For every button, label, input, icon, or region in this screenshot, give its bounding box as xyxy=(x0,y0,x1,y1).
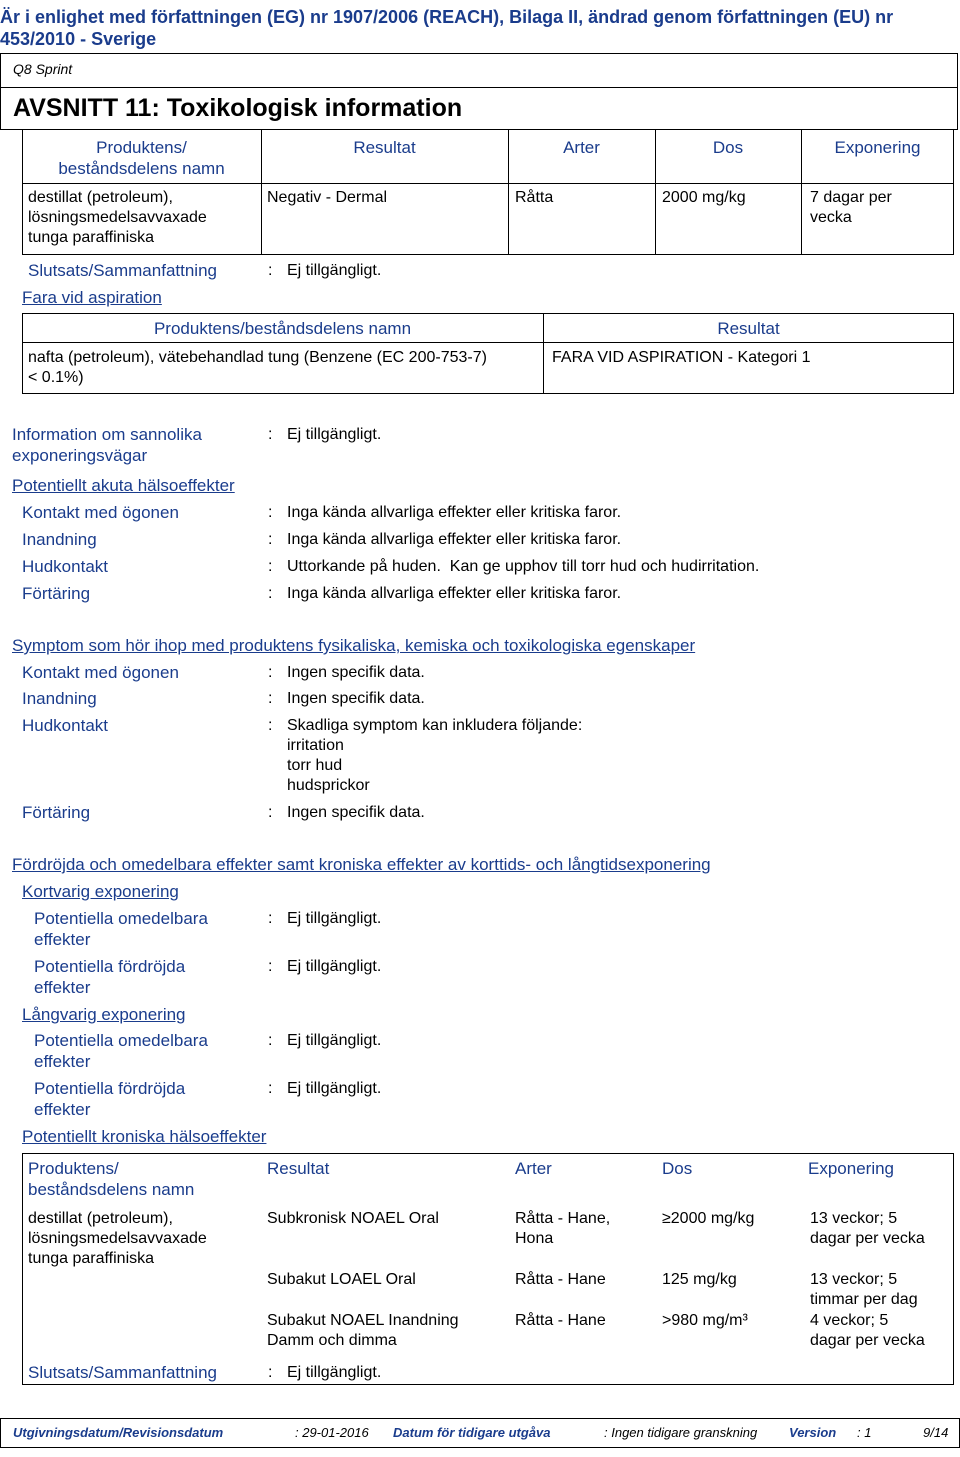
t1-header-exposure: Exponering xyxy=(834,138,921,157)
t2-cell-name: nafta (petroleum), vätebehandlad tung (Benzene (EC 200-753-7) < 0.1%) xyxy=(28,349,487,386)
footer-version-value: : 1 xyxy=(857,1425,872,1440)
product-box xyxy=(0,53,958,88)
t3-row1-result: Subkronisk NOAEL Oral xyxy=(267,1210,439,1227)
colon: : xyxy=(268,910,273,927)
acute-label-inhalation: Inandning xyxy=(22,530,97,549)
footer xyxy=(0,1418,960,1448)
colon: : xyxy=(268,1364,273,1381)
footer-prev-label: Datum för tidigare utgåva xyxy=(393,1425,551,1440)
symptoms-value-inhalation: Ingen specifik data. xyxy=(287,690,425,707)
colon: : xyxy=(268,958,273,975)
long-exposure-title: Långvarig exponering xyxy=(22,1005,186,1024)
colon: : xyxy=(268,426,273,443)
footer-version-label: Version xyxy=(789,1425,837,1440)
section-title-box xyxy=(0,88,958,130)
t1-header-result: Resultat xyxy=(353,138,416,157)
colon: : xyxy=(268,262,273,279)
footer-page: 9/14 xyxy=(923,1425,949,1440)
colon: : xyxy=(268,531,273,548)
t3-header-species: Arter xyxy=(515,1159,552,1178)
long-immediate-value: Ej tillgängligt. xyxy=(287,1032,382,1049)
chronic-conclusion-label: Slutsats/Sammanfattning xyxy=(28,1363,217,1382)
t1-header-species: Arter xyxy=(563,138,600,157)
t3-row1-dose: ≥2000 mg/kg xyxy=(662,1210,755,1227)
t3-row3-dose: >980 mg/m³ xyxy=(662,1312,748,1329)
colon: : xyxy=(268,690,273,707)
delayed-title: Fördröjda och omedelbara effekter samt kroniska effekter av korttids- och långtidsexponering xyxy=(12,855,711,874)
colon: : xyxy=(268,664,273,681)
acute-value-inhalation: Inga kända allvarliga effekter eller kritiska faror. xyxy=(287,531,622,548)
conclusion-label: Slutsats/Sammanfattning xyxy=(28,261,217,280)
colon: : xyxy=(268,504,273,521)
colon: : xyxy=(268,1080,273,1097)
symptoms-label-eyes: Kontakt med ögonen xyxy=(22,663,179,682)
short-immediate-value: Ej tillgängligt. xyxy=(287,910,382,927)
t3-row1-species: Råtta - Hane, Hona xyxy=(515,1210,611,1247)
short-immediate-label: Potentiella omedelbara effekter xyxy=(34,909,208,949)
colon: : xyxy=(268,585,273,602)
t2-header-result: Resultat xyxy=(717,319,780,338)
exposure-routes-value: Ej tillgängligt. xyxy=(287,426,382,443)
doc-header-line1: Är i enlighet med författningen (EG) nr 1907/2006 (REACH), Bilaga II, ändrad genom författningen (EU) nr xyxy=(0,7,894,27)
short-delayed-label: Potentiella fördröjda effekter xyxy=(34,957,186,997)
t3-header-exposure: Exponering xyxy=(808,1159,895,1178)
t3-row3-result: Subakut NOAEL Inandning Damm och dimma xyxy=(267,1312,459,1349)
acute-label-ingestion: Förtäring xyxy=(22,584,91,603)
t1-cell-exposure: 7 dagar per vecka xyxy=(810,189,892,226)
t3-header-result: Resultat xyxy=(267,1159,330,1178)
t1-cell-name: destillat (petroleum), lösningsmedelsavvaxade tunga paraffiniska xyxy=(28,189,207,246)
colon: : xyxy=(268,558,273,575)
long-delayed-label: Potentiella fördröjda effekter xyxy=(34,1079,186,1119)
t1-header-name: Produktens/ beståndsdelens namn xyxy=(58,138,225,178)
t1-cell-species: Råtta xyxy=(515,189,554,206)
colon: : xyxy=(268,717,273,734)
t2-header-name: Produktens/beståndsdelens namn xyxy=(153,319,412,338)
chronic-title: Potentiellt kroniska hälsoeffekter xyxy=(22,1127,267,1146)
conclusion-value: Ej tillgängligt. xyxy=(287,262,382,279)
aspiration-title: Fara vid aspiration xyxy=(22,288,162,307)
t2-cell-result: FARA VID ASPIRATION - Kategori 1 xyxy=(552,349,811,366)
footer-issue-label: Utgivningsdatum/Revisionsdatum xyxy=(13,1425,224,1440)
exposure-routes-label: Information om sannolika exponeringsvägar xyxy=(12,425,202,465)
chronic-conclusion-value: Ej tillgängligt. xyxy=(287,1364,382,1381)
colon: : xyxy=(268,1032,273,1049)
symptoms-label-skin: Hudkontakt xyxy=(22,716,108,735)
t1-header-dose: Dos xyxy=(712,138,744,157)
symptoms-value-eyes: Ingen specifik data. xyxy=(287,664,425,681)
short-delayed-value: Ej tillgängligt. xyxy=(287,958,382,975)
t3-header-name: Produktens/ beståndsdelens namn xyxy=(28,1159,195,1199)
acute-value-skin: Uttorkande på huden. Kan ge upphov till torr hud och hudirritation. xyxy=(287,558,760,575)
t3-row2-species: Råtta - Hane xyxy=(515,1271,606,1288)
t3-row2-result: Subakut LOAEL Oral xyxy=(267,1271,416,1288)
t1-cell-dose: 2000 mg/kg xyxy=(662,189,746,206)
doc-header-line2: 453/2010 - Sverige xyxy=(0,29,157,49)
symptoms-label-ingestion: Förtäring xyxy=(22,803,91,822)
t3-header-dose: Dos xyxy=(662,1159,693,1178)
long-immediate-label: Potentiella omedelbara effekter xyxy=(34,1031,208,1071)
product-name: Q8 Sprint xyxy=(13,61,73,77)
symptoms-title: Symptom som hör ihop med produktens fysikaliska, kemiska och toxikologiska egenskaper xyxy=(12,636,696,655)
footer-issue-value: : 29-01-2016 xyxy=(295,1425,369,1440)
long-delayed-value: Ej tillgängligt. xyxy=(287,1080,382,1097)
short-exposure-title: Kortvarig exponering xyxy=(22,882,179,901)
t3-row2-exposure: 13 veckor; 5 timmar per dag xyxy=(810,1271,918,1308)
footer-prev-value: : Ingen tidigare granskning xyxy=(604,1425,758,1440)
acute-value-eyes: Inga kända allvarliga effekter eller kritiska faror. xyxy=(287,504,622,521)
symptoms-value-skin: Skadliga symptom kan inkludera följande: irritation torr hud hudsprickor xyxy=(287,717,583,794)
acute-title: Potentiellt akuta hälsoeffekter xyxy=(12,476,235,495)
symptoms-label-inhalation: Inandning xyxy=(22,689,97,708)
t3-row1-exposure: 13 veckor; 5 dagar per vecka xyxy=(810,1210,925,1247)
t3-row3-exposure: 4 veckor; 5 dagar per vecka xyxy=(810,1312,925,1349)
acute-label-skin: Hudkontakt xyxy=(22,557,108,576)
t3-row3-species: Råtta - Hane xyxy=(515,1312,606,1329)
acute-label-eyes: Kontakt med ögonen xyxy=(22,503,179,522)
colon: : xyxy=(268,804,273,821)
t3-row2-dose: 125 mg/kg xyxy=(662,1271,737,1288)
symptoms-value-ingestion: Ingen specifik data. xyxy=(287,804,425,821)
t3-cell-name: destillat (petroleum), lösningsmedelsavvaxade tunga paraffiniska xyxy=(28,1210,207,1267)
section-title: AVSNITT 11: Toxikologisk information xyxy=(13,94,463,122)
t1-cell-result: Negativ - Dermal xyxy=(267,189,388,206)
acute-value-ingestion: Inga kända allvarliga effekter eller kritiska faror. xyxy=(287,585,622,602)
